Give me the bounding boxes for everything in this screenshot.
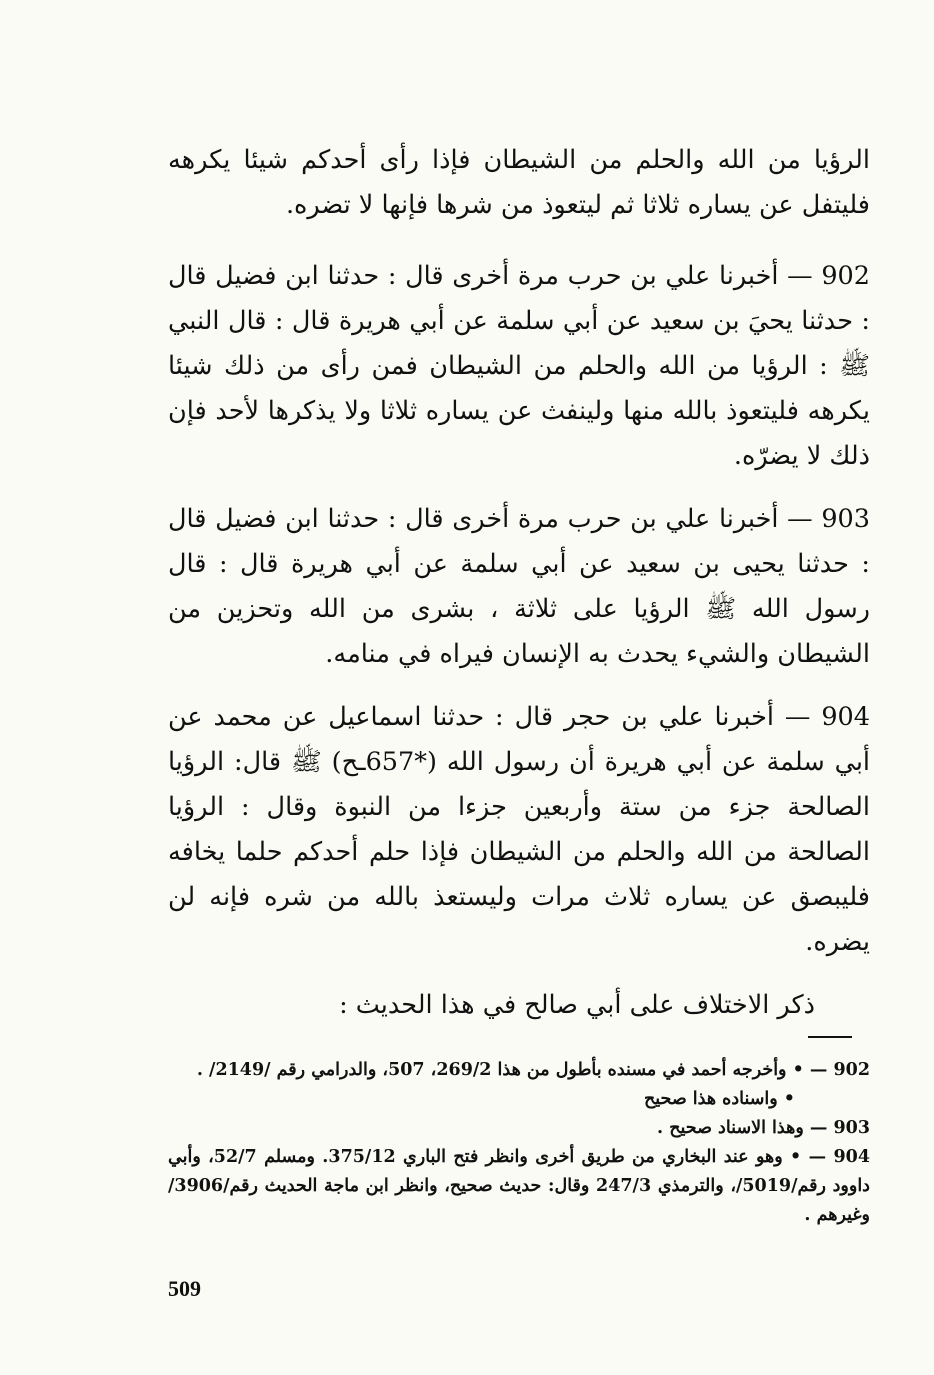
- section-heading: ذكر الاختلاف على أبي صالح في هذا الحديث :: [339, 990, 815, 1020]
- hadith-902: 902 — أخبرنا علي بن حرب مرة أخرى قال : حدثنا ابن فضيل قال : حدثنا يحيَ بن سعيد عن أبي سلمة عن أبي هريرة قال : قال النبي ﷺ : الرؤيا من الله والحلم من الشيطان فمن رأى من ذلك شيئا يكرهه فليتعوذ بالله منها ولينفث عن يساره ثلاثا ولا يذكرها لأحد فإن ذلك لا يضرّه.: [168, 261, 870, 471]
- footnotes: [168, 1056, 870, 1230]
- footnote-904: 904 — • وهو عند البخاري من طريق أخرى وانظر فتح الباري 375/12. ومسلم 52/7، وأبي داوود رقم/5019/، والترمذي 247/3 وقال: حديث صحيح، وانظر ابن ماجة الحديث رقم/3906/وغيرهم .: [168, 1147, 871, 1225]
- hadith-903: 903 — أخبرنا علي بن حرب مرة أخرى قال : حدثنا ابن فضيل قال : حدثنا يحيى بن سعيد عن أبي سلمة عن أبي هريرة قال : قال رسول الله ﷺ الرؤيا على ثلاثة ، بشرى من الله وتحزين من الشيطان والشيء يحدث به الإنسان فيراه في منامه.: [168, 504, 870, 669]
- page-number: 509: [168, 1276, 201, 1301]
- footnote-902-note: • واسناده هذا صحيح: [643, 1089, 795, 1109]
- footnote-902: 902 — • وأخرجه أحمد في مسنده بأطول من هذا 269/2، 507، والدرامي رقم /2149/ .: [196, 1060, 870, 1080]
- footnote-divider: [808, 1036, 852, 1038]
- hadith-904: 904 — أخبرنا علي بن حجر قال : حدثنا اسماعيل عن محمد عن أبي سلمة عن أبي هريرة أن رسول الله (*657ـح) ﷺ قال: الرؤيا الصالحة جزء من ستة وأربعين جزءا من النبوة وقال : الرؤيا الصالحة من الله والحلم من الشيطان فإذا حلم أحدكم حلما يخافه فليبصق عن يساره ثلاث مرات وليستعذ بالله من شره فإنه لن يضره.: [168, 702, 871, 957]
- book-page: [168, 138, 870, 1318]
- paragraph-continuation: الرؤيا من الله والحلم من الشيطان فإذا رأى أحدكم شيئا يكرهه فليتفل عن يساره ثلاثا ثم ليتعوذ من شرها فإنها لا تضره.: [168, 145, 870, 220]
- footnote-903: 903 — وهذا الاسناد صحيح .: [657, 1118, 870, 1138]
